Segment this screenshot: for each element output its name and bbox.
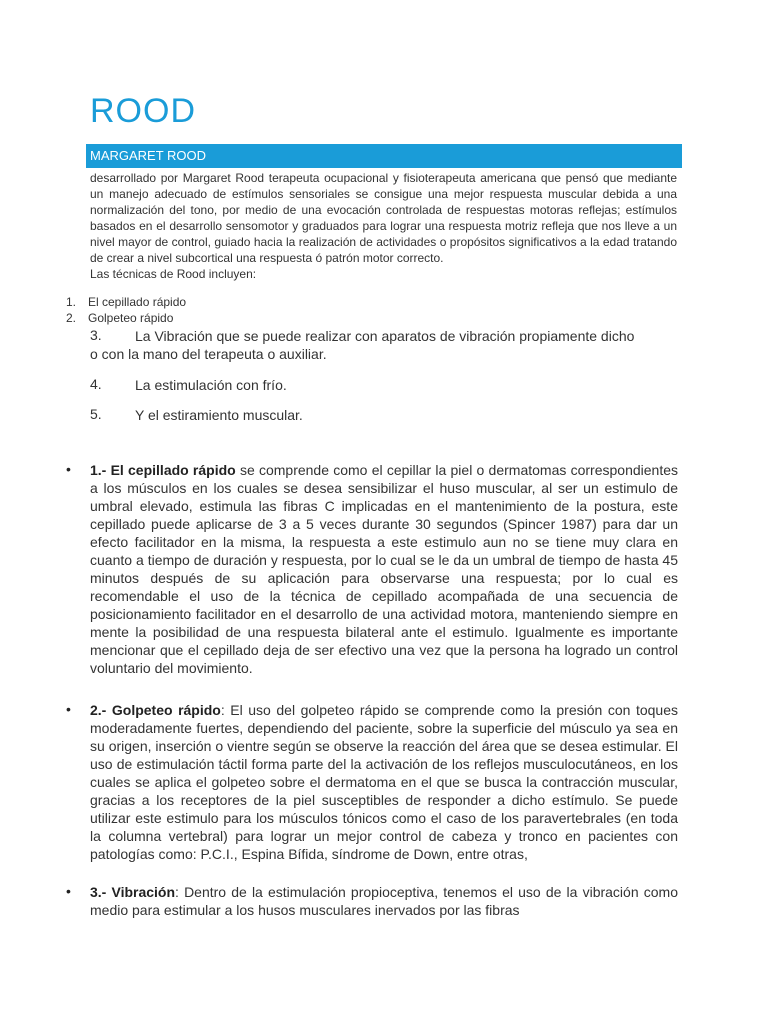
paragraph-text: : Dentro de la estimulación propioceptiva, tenemos el uso de la vibración como medio para estimular a los husos musculares inervados por las fibras <box>90 884 678 918</box>
section-header: MARGARET ROOD <box>90 148 207 163</box>
paragraph-cepillado <box>90 461 678 677</box>
list-item: Golpeteo rápido <box>88 311 174 325</box>
paragraph-text: se comprende como el cepillar la piel o dermatomas correspondientes a los músculos en los cuales se desea sensibilizar el huso muscular, al ser un estimulo de umbral elevado, estimula las fibras C implicadas en el mantenimiento de la postura, este cepillado puede aplicarse de 3 a 5 veces durante 30 segundos (Spincer 1987) para dar un efecto facilitador en la misma, la respuesta a este estimulo aun no se tiene muy clara en cuanto a tiempo de duración y respuesta, por lo cual se le da un umbral de tiempo de hasta 45 minutos después de su aplicación para observarse una respuesta; por lo cual es recomendable el uso de la técnica de cepillado acompañada de una secuencia de posicionamiento facilitador en el desarrollo de una actividad motora, manteniendo siempre en mente la posibilidad de una respuesta bilateral ante el estimulo. Igualmente es importante mencionar que el cepillado deja de ser efectivo una vez que la persona ha logrado un control voluntario del movimiento. <box>90 462 678 676</box>
intro-text: desarrollado por Margaret Rood terapeuta ocupacional y fisioterapeuta americana que pensó que mediante un manejo adecuado de estímulos sensoriales se consigue una mejor respuesta muscular debida a una normalización del tono, por medio de una evocación controlada de respuestas motoras reflejas; estímulos basados en el desarrollo sensomotor y graduados para lograr una respuesta motriz refleja que nos lleve a un nivel mayor de control, guiado hacia la realización de actividades o propósitos significativos a la edad tratando de crear a nivel subcortical una respuesta ó patrón motor correcto. <box>90 171 677 265</box>
list-item: Y el estiramiento muscular. <box>135 407 303 423</box>
paragraph-heading: 3.- Vibración <box>90 884 176 900</box>
list-item: La estimulación con frío. <box>135 377 287 393</box>
list-number: 3. <box>90 327 102 343</box>
bullet-icon: • <box>66 701 71 717</box>
paragraph-text: : El uso del golpeteo rápido se comprende como la presión con toques moderadamente fuertes, dependiendo del paciente, sobre la superficie del músculo ya sea en su origen, inserción o vientre según se observe la reacción del área que se desea estimular. El uso de estimulación táctil forma parte del la activación de los reflejos musculocutáneos, en los cuales se aplica el golpeteo sobre el dermatoma en el que se busca la contracción muscular, gracias a los receptores de la piel susceptibles de responder a dicho estímulo. Se puede utilizar este estimulo para los músculos tónicos como el caso de los paravertebrales (en toda la columna vertebral) para lograr un mejor control de cabeza y tronco en pacientes con patologías como: P.C.I., Espina Bífida, síndrome de Down, entre otras, <box>90 702 678 862</box>
list-number: 4. <box>90 376 102 392</box>
intro-paragraph <box>90 170 677 282</box>
bullet-icon: • <box>66 883 71 899</box>
paragraph-heading: 2.- Golpeteo rápido <box>90 702 221 718</box>
list-item: El cepillado rápido <box>88 295 187 309</box>
paragraph-golpeteo <box>90 701 678 863</box>
paragraph-vibracion <box>90 883 678 919</box>
list-item-continuation: o con la mano del terapeuta o auxiliar. <box>90 346 327 362</box>
bullet-icon: • <box>66 461 71 477</box>
list-number: 1. <box>66 295 77 309</box>
section-header-band <box>86 144 682 168</box>
list-item: La Vibración que se puede realizar con aparatos de vibración propiamente dicho <box>135 328 635 344</box>
list-number: 2. <box>66 311 77 325</box>
techniques-intro: Las técnicas de Rood incluyen: <box>90 267 257 281</box>
list-number: 5. <box>90 406 102 422</box>
page-title: ROOD <box>90 92 196 130</box>
paragraph-heading: 1.- El cepillado rápido <box>90 462 236 478</box>
